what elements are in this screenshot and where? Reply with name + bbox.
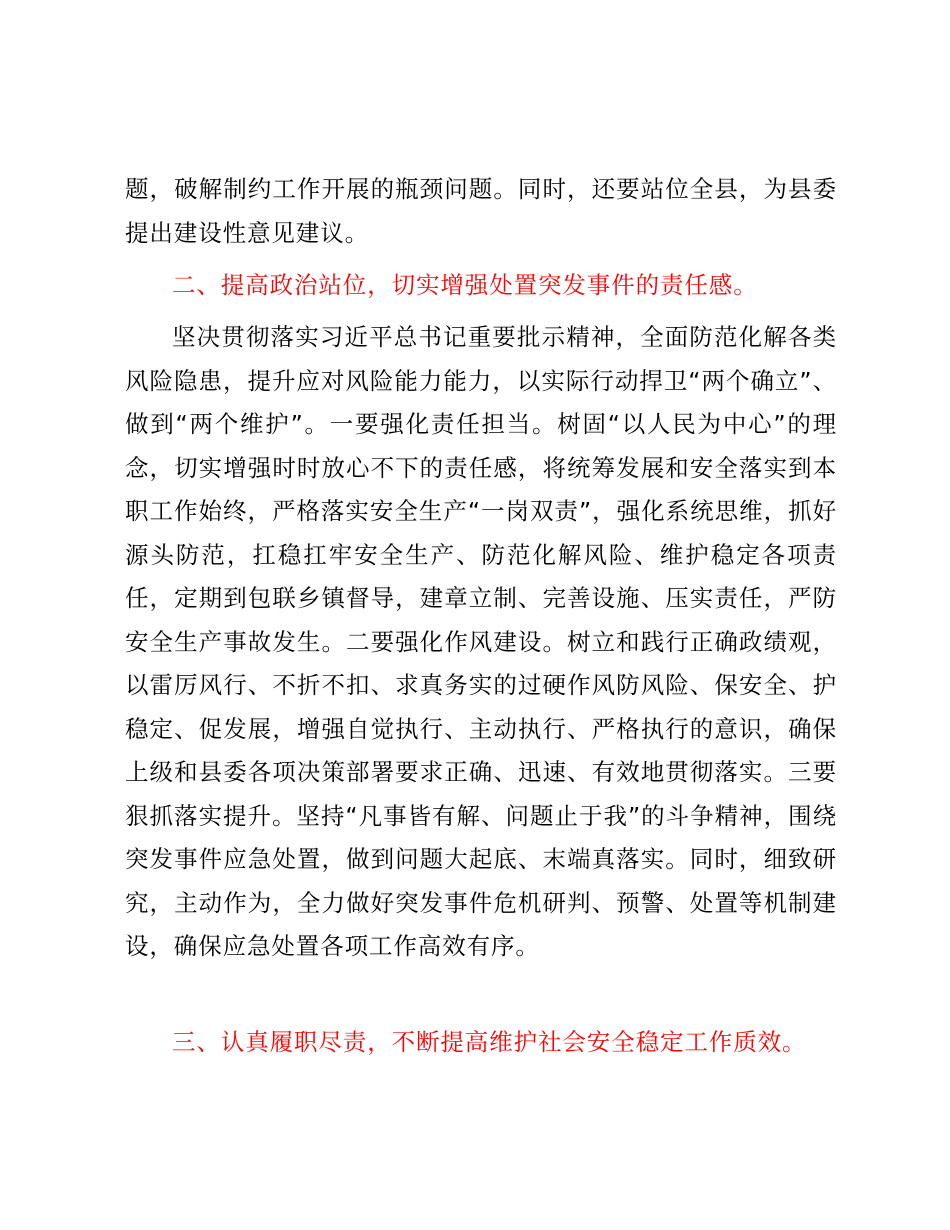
section-heading-three: 三、认真履职尽责，不断提高维护社会安全稳定工作质效。 (172, 1028, 807, 1056)
body-paragraph-continuation: 题，破解制约工作开展的瓶颈问题。同时，还要站位全县，为县委提出建设性意见建议。 (125, 175, 837, 247)
section-heading-two: 二、提高政治站位，切实增强处置突发事件的责任感。 (172, 271, 758, 299)
body-paragraph-section-two: 坚决贯彻落实习近平总书记重要批示精神，全面防范化解各类风险隐患，提升应对风险能力能力，以实际行动捍卫“两个确立”、做到“两个维护”。一要强化责任担当。树固“以人民为中心”的理念，切实增强时时放心不下的责任感，将统筹发展和安全落实到本职工作始终，严格落实安全生产“一岗双责”，强化系统思维，抓好源头防范，扛稳扛牢安全生产、防范化解风险、维护稳定各项责任，定期到包联乡镇督导，建章立制、完善设施、压实责任，严防安全生产事故发生。二要强化作风建设。树立和践行正确政绩观，以雷厉风行、不折不扣、求真务实的过硬作风防风险、保安全、护稳定、促发展，增强自觉执行、主动执行、严格执行的意识，确保上级和县委各项决策部署要求正确、迅速、有效地贯彻落实。三要狠抓落实提升。坚持“凡事皆有解、问题止于我”的斗争精神，围绕突发事件应急处置，做到问题大起底、末端真落实。同时，细致研究，主动作为，全力做好突发事件危机研判、预警、处置等机制建设，确保应急处置各项工作高效有序。 (125, 323, 837, 960)
